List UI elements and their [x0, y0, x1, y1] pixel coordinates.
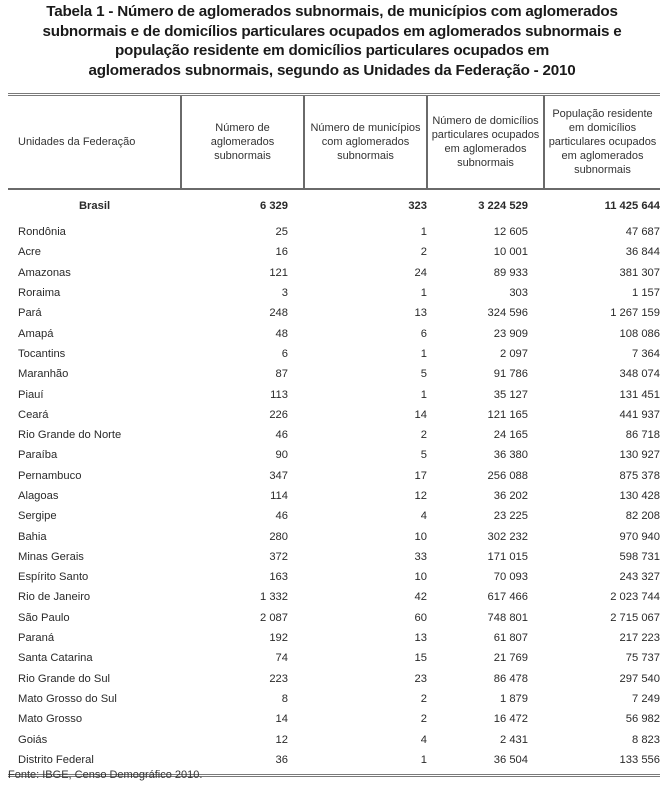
- cell-aglomerados: 14: [275, 713, 288, 726]
- cell-municipios: 10: [414, 530, 427, 543]
- table-row: [8, 364, 660, 384]
- cell-municipios: 1: [420, 753, 427, 766]
- header-row: [8, 95, 660, 190]
- cell-aglomerados: 372: [269, 550, 288, 563]
- cell-domicilios: 36 504: [493, 753, 528, 766]
- total-row: [8, 189, 660, 222]
- cell-domicilios: 36 380: [493, 449, 528, 462]
- cell-domicilios: 89 933: [493, 266, 528, 279]
- cell-domicilios: 24 165: [493, 429, 528, 442]
- header-domicilios: Número de domicílios particulares ocupados em aglomerados subnormais: [427, 95, 544, 190]
- cell-domicilios: 23 909: [493, 327, 528, 340]
- cell-domicilios: 36 202: [493, 490, 528, 502]
- cell-aglomerados: 248: [269, 307, 288, 320]
- cell-municipios: 13: [414, 632, 427, 645]
- cell-populacao: 875 378: [619, 469, 660, 482]
- cell-aglomerados: 46: [275, 510, 288, 523]
- cell-municipios: 1: [420, 226, 427, 239]
- cell-aglomerados: 1 332: [260, 591, 288, 604]
- table-row: [8, 263, 660, 283]
- cell-populacao: 36 844: [625, 246, 660, 259]
- cell-populacao: 598 731: [619, 550, 660, 563]
- cell-municipios: 5: [420, 449, 427, 462]
- cell-uf: Alagoas: [18, 490, 59, 502]
- cell-aglomerados: 121: [269, 266, 288, 279]
- cell-aglomerados: 280: [269, 530, 288, 543]
- table-row: [8, 669, 660, 689]
- cell-municipios: 6: [420, 327, 427, 340]
- cell-uf: Acre: [18, 246, 42, 259]
- cell-aglomerados: 347: [269, 469, 288, 482]
- cell-municipios: 1: [420, 388, 427, 401]
- cell-populacao: 8 823: [632, 733, 660, 746]
- table-row: [8, 486, 660, 506]
- cell-uf: Mato Grosso: [18, 713, 83, 726]
- cell-domicilios: 21 769: [493, 652, 528, 665]
- cell-domicilios: 121 165: [487, 408, 528, 421]
- cell-populacao: 7 249: [632, 692, 660, 705]
- cell-uf: Sergipe: [18, 510, 57, 523]
- cell-aglomerados: 48: [275, 327, 288, 340]
- cell-aglomerados: 12: [275, 733, 288, 746]
- cell-municipios: 23: [414, 672, 427, 685]
- cell-municipios: 14: [414, 408, 427, 421]
- source-note: Fonte: IBGE, Censo Demográfico 2010.: [8, 769, 203, 781]
- cell-populacao: 82 208: [625, 510, 660, 523]
- cell-populacao: 381 307: [619, 266, 660, 279]
- cell-aglomerados: 8: [281, 692, 288, 705]
- table-row: [8, 445, 660, 465]
- cell-populacao: 1 267 159: [610, 307, 660, 320]
- table-row: [8, 689, 660, 709]
- data-table: [8, 93, 660, 777]
- cell-populacao: 2 023 744: [610, 591, 660, 604]
- cell-municipios: 4: [420, 510, 427, 523]
- table-row: [8, 506, 660, 526]
- cell-populacao: 133 556: [619, 753, 660, 766]
- cell-uf: Distrito Federal: [18, 753, 94, 766]
- table-row: [8, 405, 660, 425]
- cell-aglomerados: 6 329: [260, 200, 288, 212]
- cell-uf: Amapá: [18, 327, 54, 340]
- cell-uf: Maranhão: [18, 368, 69, 381]
- cell-municipios: 42: [414, 591, 427, 604]
- table-row: [8, 709, 660, 729]
- cell-domicilios: 61 807: [493, 632, 528, 645]
- cell-aglomerados: 87: [275, 368, 288, 381]
- cell-populacao: 970 940: [619, 530, 660, 543]
- cell-domicilios: 3 224 529: [478, 200, 528, 212]
- cell-populacao: 130 428: [619, 490, 660, 502]
- table-row: [8, 303, 660, 323]
- table-row: [8, 384, 660, 404]
- cell-aglomerados: 46: [275, 429, 288, 442]
- cell-domicilios: 86 478: [493, 672, 528, 685]
- cell-aglomerados: 226: [269, 408, 288, 421]
- title-line: aglomerados subnormais, segundo as Unidades da Federação - 2010: [88, 61, 576, 79]
- cell-municipios: 13: [414, 307, 427, 320]
- cell-aglomerados: 223: [269, 672, 288, 685]
- cell-municipios: 1: [420, 287, 427, 300]
- cell-populacao: 217 223: [619, 632, 660, 645]
- cell-uf: Pernambuco: [18, 469, 82, 482]
- cell-aglomerados: 114: [270, 490, 288, 502]
- cell-uf: Ceará: [18, 408, 49, 421]
- cell-municipios: 4: [420, 733, 427, 746]
- header-populacao: População residente em domicílios particulares ocupados em aglomerados subnormais: [544, 95, 660, 190]
- cell-municipios: 323: [408, 200, 427, 212]
- cell-aglomerados: 25: [275, 226, 288, 239]
- cell-municipios: 33: [414, 550, 427, 563]
- cell-uf: Piauí: [18, 388, 44, 401]
- table-title: [0, 2, 664, 80]
- header-aglomerados: Número de aglomerados subnormais: [181, 95, 304, 190]
- cell-aglomerados: 163: [269, 571, 288, 584]
- cell-uf: Goiás: [18, 733, 48, 746]
- cell-domicilios: 1 879: [500, 692, 528, 705]
- cell-uf: Minas Gerais: [18, 550, 84, 563]
- cell-populacao: 130 927: [619, 449, 660, 462]
- cell-domicilios: 256 088: [487, 469, 528, 482]
- cell-uf: Santa Catarina: [18, 652, 93, 665]
- cell-uf: Paraná: [18, 632, 55, 645]
- cell-municipios: 12: [414, 490, 427, 502]
- cell-domicilios: 12 605: [493, 226, 528, 239]
- cell-aglomerados: 16: [275, 246, 288, 259]
- cell-uf: Pará: [18, 307, 42, 320]
- cell-municipios: 15: [414, 652, 427, 665]
- cell-uf: Rio de Janeiro: [18, 591, 91, 604]
- table-row: [8, 344, 660, 364]
- cell-uf: Bahia: [18, 530, 47, 543]
- cell-domicilios: 23 225: [493, 510, 528, 523]
- cell-domicilios: 748 801: [487, 611, 528, 624]
- title-line: Tabela 1 - Número de aglomerados subnormais, de municípios com aglomerados: [46, 3, 618, 20]
- table-row: [8, 425, 660, 445]
- cell-domicilios: 171 015: [487, 550, 528, 563]
- cell-domicilios: 91 786: [493, 368, 528, 381]
- table-row: [8, 608, 660, 628]
- cell-uf: São Paulo: [18, 611, 70, 624]
- cell-populacao: 348 074: [619, 368, 660, 381]
- table-row: [8, 628, 660, 648]
- cell-domicilios: 617 466: [487, 591, 528, 604]
- cell-populacao: 56 982: [625, 713, 660, 726]
- table-row: [8, 648, 660, 668]
- cell-uf: Paraíba: [18, 449, 58, 462]
- cell-populacao: 75 737: [625, 652, 660, 665]
- header-municipios: Número de municípios com aglomerados subnormais: [304, 95, 427, 190]
- cell-municipios: 2: [420, 429, 427, 442]
- cell-populacao: 297 540: [619, 672, 660, 685]
- cell-aglomerados: 2 087: [260, 611, 288, 624]
- table-row: [8, 587, 660, 607]
- cell-aglomerados: 36: [275, 753, 288, 766]
- table-row: [8, 222, 660, 242]
- cell-domicilios: 16 472: [493, 713, 528, 726]
- cell-populacao: 108 086: [619, 327, 660, 340]
- cell-municipios: 17: [414, 469, 427, 482]
- cell-municipios: 24: [414, 266, 427, 279]
- cell-municipios: 2: [420, 246, 427, 259]
- cell-aglomerados: 6: [281, 347, 288, 360]
- cell-municipios: 2: [420, 713, 427, 726]
- cell-uf: Tocantins: [18, 347, 66, 360]
- cell-populacao: 47 687: [625, 226, 660, 239]
- cell-domicilios: 35 127: [493, 388, 528, 401]
- cell-populacao: 7 364: [632, 347, 660, 360]
- table-row: [8, 466, 660, 486]
- table-row: [8, 323, 660, 343]
- cell-municipios: 5: [420, 368, 427, 381]
- cell-domicilios: 302 232: [487, 530, 528, 543]
- cell-municipios: 2: [420, 692, 427, 705]
- cell-populacao: 441 937: [619, 408, 660, 421]
- cell-domicilios: 10 001: [493, 246, 528, 259]
- cell-populacao: 2 715 067: [610, 611, 660, 624]
- cell-populacao: 1 157: [632, 287, 660, 300]
- cell-uf: Mato Grosso do Sul: [18, 692, 117, 705]
- cell-populacao: 243 327: [619, 571, 660, 584]
- cell-municipios: 10: [414, 571, 427, 584]
- cell-municipios: 1: [420, 347, 427, 360]
- header-uf: Unidades da Federação: [18, 136, 136, 148]
- cell-aglomerados: 74: [275, 652, 288, 665]
- table-row: [8, 729, 660, 749]
- cell-domicilios: 324 596: [487, 307, 528, 320]
- cell-uf: Espírito Santo: [18, 571, 89, 584]
- cell-aglomerados: 113: [270, 388, 288, 401]
- cell-uf: Roraima: [18, 287, 61, 300]
- table-row: [8, 567, 660, 587]
- table-row: [8, 283, 660, 303]
- cell-populacao: 86 718: [625, 429, 660, 442]
- title-line: subnormais e de domicílios particulares ocupados em aglomerados subnormais e: [42, 22, 622, 40]
- cell-aglomerados: 192: [269, 632, 288, 645]
- cell-uf: Rio Grande do Norte: [18, 429, 122, 442]
- title-line: população residente em domicílios particulares ocupados em: [114, 42, 550, 59]
- table-row: [8, 526, 660, 546]
- cell-uf: Rio Grande do Sul: [18, 672, 111, 685]
- cell-aglomerados: 3: [281, 287, 288, 300]
- cell-uf: Brasil: [78, 200, 111, 212]
- cell-uf: Amazonas: [18, 266, 71, 279]
- cell-uf: Rondônia: [18, 226, 66, 239]
- cell-domicilios: 2 431: [500, 733, 528, 746]
- table-row: [8, 242, 660, 262]
- cell-populacao: 11 425 644: [604, 200, 660, 212]
- cell-domicilios: 303: [509, 287, 528, 300]
- cell-domicilios: 2 097: [500, 347, 528, 360]
- cell-populacao: 131 451: [619, 388, 660, 401]
- cell-aglomerados: 90: [275, 449, 288, 462]
- cell-domicilios: 70 093: [493, 571, 528, 584]
- table-row: [8, 547, 660, 567]
- cell-municipios: 60: [414, 611, 427, 624]
